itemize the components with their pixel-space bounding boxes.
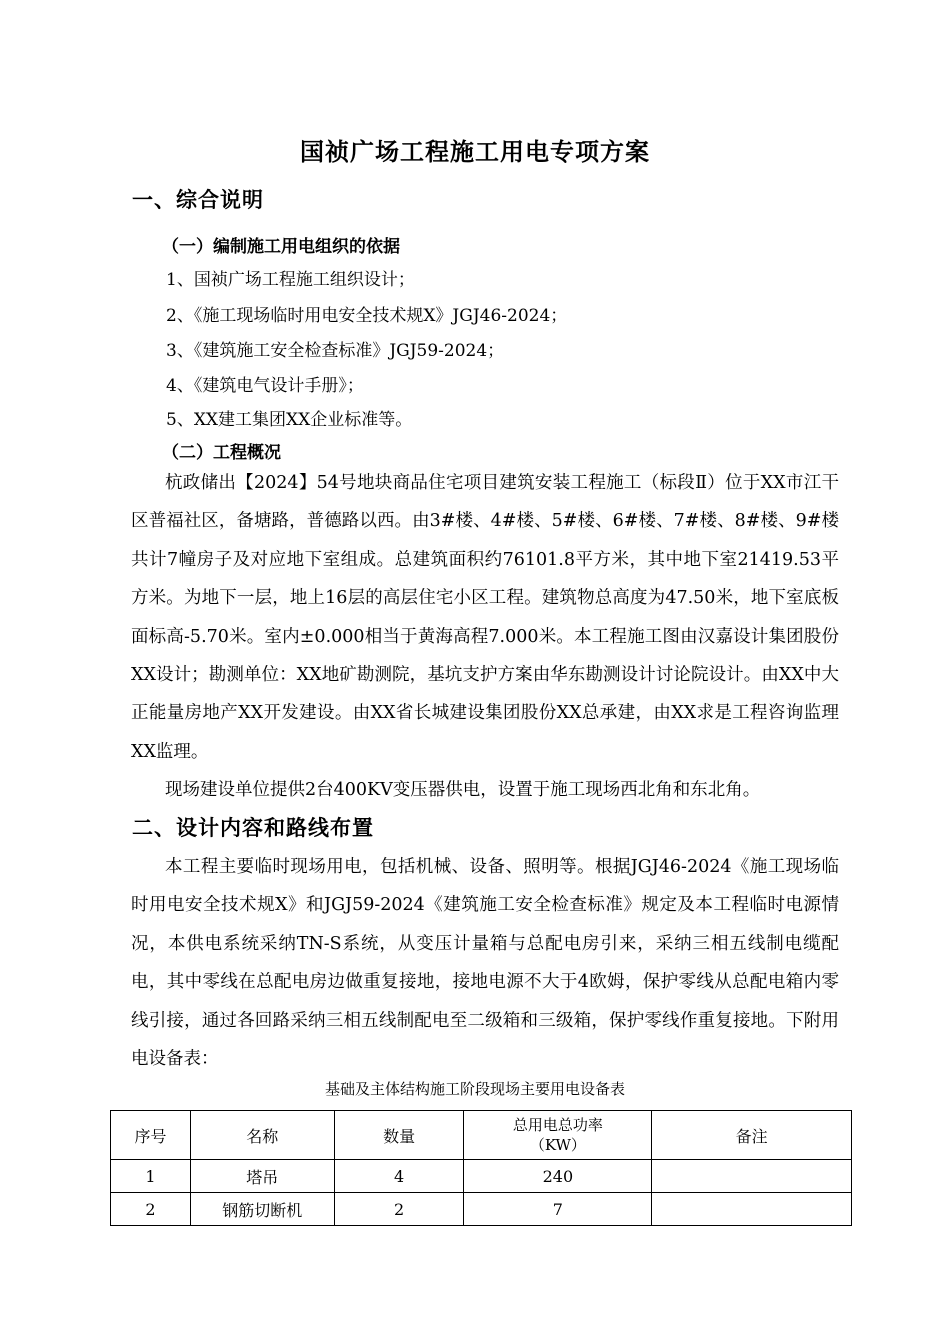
section2-heading: 二、设计内容和路线布置 [132,815,374,840]
cell-qty: 2 [334,1193,464,1226]
cell-index: 1 [111,1160,191,1193]
header-power-line2: （KW） [529,1136,586,1154]
table-caption: 基础及主体结构施工阶段现场主要用电设备表 [324,1080,625,1098]
cell-note [652,1160,852,1193]
header-qty: 数量 [334,1111,464,1160]
project-overview [131,464,839,810]
basis-item-5: 5、XX建工集团XX企业标准等。 [166,410,413,430]
cell-note [652,1193,852,1226]
design-content [131,848,839,1078]
cell-index: 2 [111,1193,191,1226]
cell-name: 塔吊 [190,1160,334,1193]
header-name: 名称 [190,1111,334,1160]
header-power [464,1111,652,1160]
basis-item-4: 4、《建筑电气设计手册》； [166,376,364,396]
section1-sub1-heading: （一）编制施工用电组织的依据 [162,237,400,257]
cell-power: 240 [464,1160,652,1193]
table-row [111,1193,852,1226]
cell-name: 钢筋切断机 [190,1193,334,1226]
table-row [111,1160,852,1193]
table-header-row [111,1111,852,1160]
cell-power: 7 [464,1193,652,1226]
header-index: 序号 [111,1111,191,1160]
basis-item-3: 3、《建筑施工安全检查标准》JGJ59-2024； [166,341,505,361]
power-supply-paragraph: 现场建设单位提供2台400KV变压器供电，设置于施工现场西北角和东北角。 [165,780,761,801]
section1-heading: 一、综合说明 [132,187,264,212]
basis-item-2: 2、《施工现场临时用电安全技术规X》JGJ46-2024； [166,306,568,326]
section1-sub2-heading: （二）工程概况 [162,443,281,463]
document-title: 国祯广场工程施工用电专项方案 [300,137,650,166]
cell-qty: 4 [334,1160,464,1193]
basis-item-1: 1、国祯广场工程施工组织设计； [166,270,415,290]
design-content-paragraph: 本工程主要临时现场用电，包括机械、设备、照明等。根据JGJ46-2024《施工现场临时用电安全技术规X》和JGJ59-2024《建筑施工安全检查标准》规定及本工程临时电源情况，本供电系统采纳TN-S系统，从变压计量箱与总配电房引来，采纳三相五线制电缆配电，其中零线在总配电房边做重复接地，接地电源不大于4欧姆，保护零线从总配电箱内零线引接，通过各回路采纳三相五线制配电至二级箱和三级箱，保护零线作重复接地。下附用电设备表： [131,857,839,1070]
equipment-table [110,1110,852,1226]
header-note: 备注 [652,1111,852,1160]
project-overview-paragraph: 杭政储出【2024】54号地块商品住宅项目建筑安装工程施工（标段Ⅱ）位于XX市江干区普福社区，备塘路，普德路以西。由3#楼、4#楼、5#楼、6#楼、7#楼、8#楼、9#楼共计7幢房子及对应地下室组成。总建筑面积约76101.8平方米，其中地下室21419.53平方米。为地下一层，地上16层的高层住宅小区工程。建筑物总高度为47.50米，地下室底板面标高-5.70米。室内±0.000相当于黄海高程7.000米。本工程施工图由汉嘉设计集团股份XX设计；勘测单位：XX地矿勘测院，基坑支护方案由华东勘测设计讨论院设计。由XX中大正能量房地产XX开发建设。由XX省长城建设集团股份XX总承建，由XX求是工程咨询监理XX监理。 [131,473,839,762]
header-power-line1: 总用电总功率 [512,1116,603,1134]
